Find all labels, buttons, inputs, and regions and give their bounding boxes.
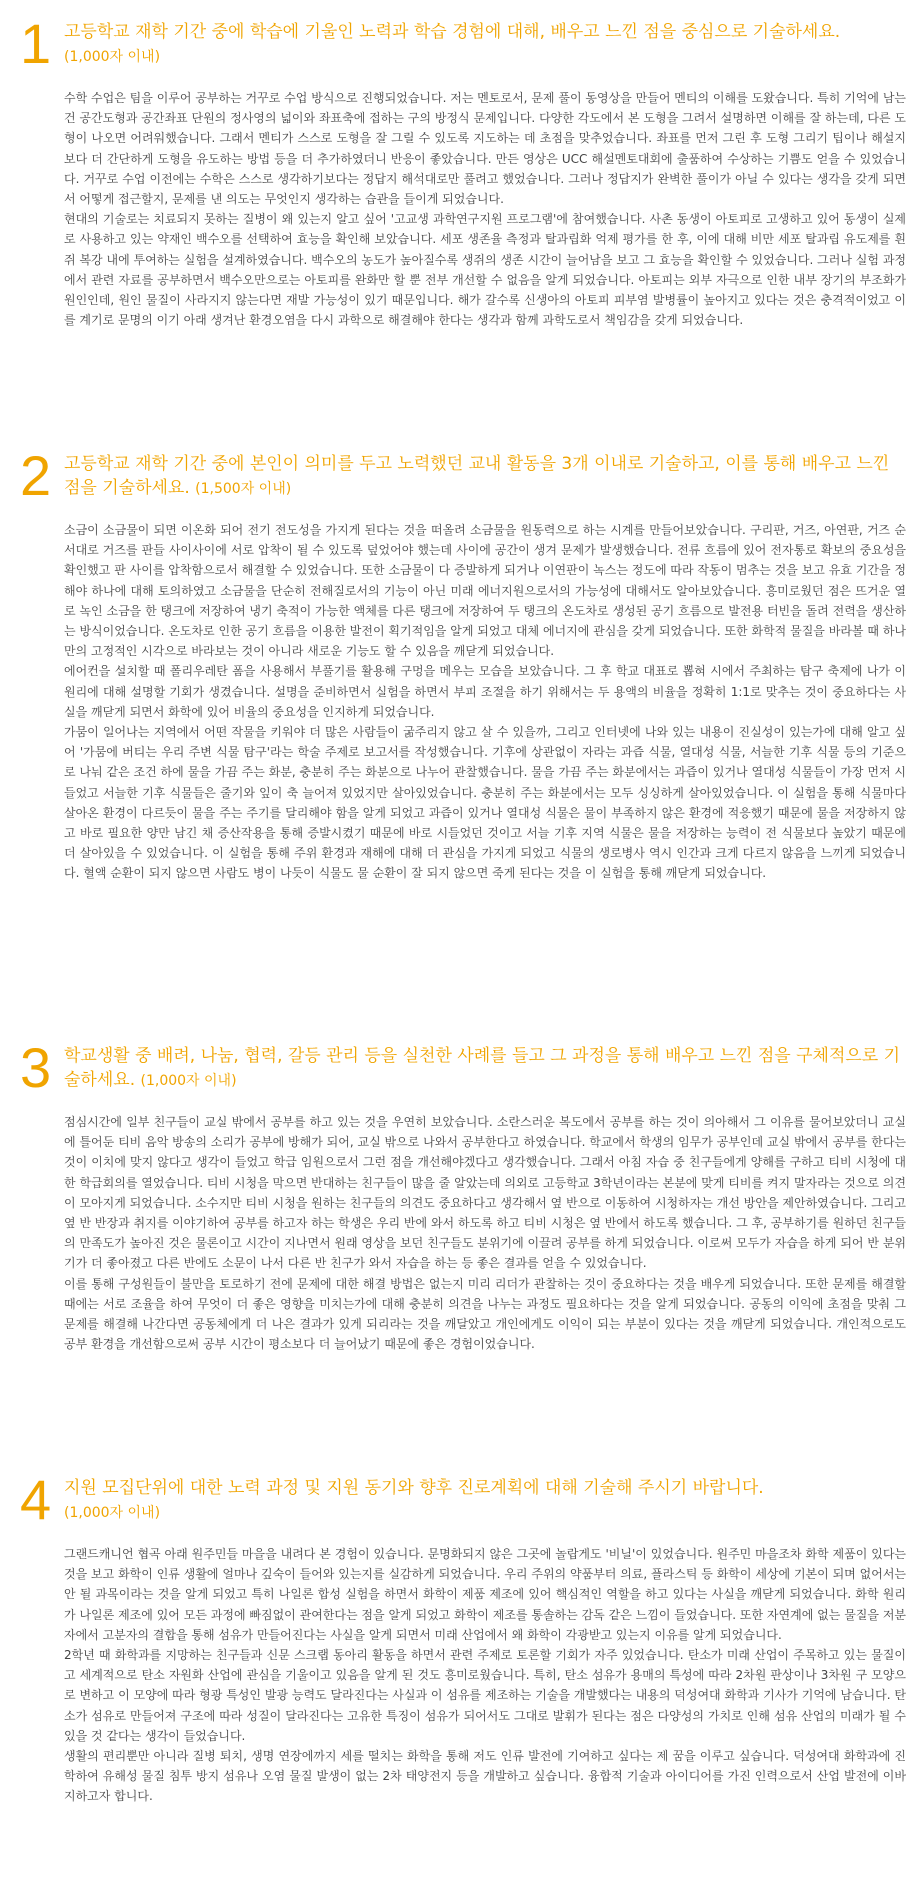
answer-paragraph: 생활의 편리뿐만 아니라 질병 퇴치, 생명 연장에까지 세를 떨치는 화학을 통해 저도 인류 발전에 기여하고 싶다는 제 꿈을 이루고 싶습니다. 덕성여대 화학과에 진학하여 유해성 물질 침투 방지 섬유나 오염 물질 발생이 없는 2차 태양전지 등을 개발하고 싶습니다. 융합적 기술과 아이디어를 가진 인력으로서 산업 발전에 이바지하고자 합니다. bbox=[64, 1749, 906, 1804]
question-header bbox=[20, 444, 906, 507]
answer-paragraph: 그랜드캐니언 협곡 아래 원주민들 마을을 내려다 본 경험이 있습니다. 문명화되지 않은 그곳에 놀랍게도 '비닐'이 있었습니다. 원주민 마을조차 화학 제품이 있다는 것을 보고 화학이 인류 생활에 얼마나 깊숙이 들어와 있는지를 실감하게 되었습니다. 우리 주위의 약품부터 의료, 플라스틱 등 화학이 세상에 기본이 되며 없어서는 안 될 과목이라는 것을 알게 되었고 특히 나일론 합성 실험을 하면서 화학이 제품 제조에 있어 핵심적인 역할을 하고 있다는 사실을 깨닫게 되었습니다. 화학 원리가 나일론 제조에 있어 모든 과정에 빠짐없이 관여한다는 점을 알게 되었고 화학이 제조를 통솔하는 감독 같은 느낌이 들었습니다. 또한 자연계에 없는 물질을 저분자에서 고분자의 결합을 통해 섬유가 만들어진다는 사실을 알게 되면서 미래 산업에서 왜 화학이 각광받고 있는지 이유를 알게 되었습니다. bbox=[64, 1547, 906, 1642]
question-prompt: 고등학교 재학 기간 중에 본인이 의미를 두고 노력했던 교내 활동을 3개 이내로 기술하고, 이를 통해 배우고 느낀 점을 기술하세요. bbox=[64, 454, 890, 498]
answer-paragraph: 가뭄이 일어나는 지역에서 어떤 작물을 키워야 더 많은 사람들이 굶주리지 않고 살 수 있을까, 그리고 인터넷에 나와 있는 내용이 진실성이 있는가에 대해 알고 싶어 '가뭄에 버티는 우리 주변 식물 탐구'라는 학술 주제로 보고서를 작성했습니다. 기후에 상관없이 자라는 과즙 식물, 열대성 식물, 서늘한 기후 식물 등의 기준으로 나눠 같은 조건 하에 물을 가끔 주는 화분, 충분히 주는 화분으로 나누어 관찰했습니다. 물을 가끔 주는 화분에서는 과즙이 있거나 열대성 식물들이 가장 먼저 시들었고 서늘한 기후 식물들은 줄기와 잎이 축 늘어져 있었지만 살아있었습니다. 충분히 주는 화분에서는 모두 싱싱하게 살아있었습니다. 이 실험을 통해 식물마다 살아온 환경이 다르듯이 물을 주는 주기를 달리해야 함을 알게 되었고 과즙이 있거나 열대성 식물은 물이 부족하지 않은 환경에 적응했기 때문에 물을 저장하지 않고 바로 필요한 양만 남긴 채 증산작용을 통해 증발시켰기 때문에 바로 시들었던 것이고 서늘 기후 지역 식물은 물을 저장하는 능력이 전 식물보다 높았기 때문에 더 살아있을 수 있었습니다. 이 실험을 통해 주위 환경과 재해에 대해 더 관심을 가지게 되었고 식물의 생로병사 역시 인간과 크게 다르지 않음을 느끼게 되었습니다. 혈액 순환이 되지 않으면 사람도 병이 나듯이 식물도 물 순환이 잘 되지 않으면 죽게 된다는 것을 이 실험을 통해 깨닫게 되었습니다. bbox=[64, 725, 906, 881]
answer-body bbox=[64, 1112, 906, 1354]
section-4 bbox=[20, 1470, 906, 1807]
question-text bbox=[64, 1470, 764, 1525]
question-header bbox=[20, 1468, 906, 1531]
answer-body bbox=[64, 1544, 906, 1807]
answer-paragraph: 에어컨을 설치할 때 폴리우레탄 폼을 사용해서 부풀기를 활용해 구멍을 메우는 모습을 보았습니다. 그 후 학교 대표로 뽑혀 시에서 주최하는 탐구 축제에 나가 이 원리에 대해 설명할 기회가 생겼습니다. 설명을 준비하면서 실험을 하면서 부피 조절을 하기 위해서는 두 용액의 비율을 정확히 1:1로 맞추는 것이 중요하다는 사실을 깨닫게 되면서 화학에 있어 비율의 중요성을 인지하게 되었습니다. bbox=[64, 664, 906, 719]
question-number: 3 bbox=[20, 1036, 52, 1099]
question-header bbox=[20, 12, 906, 75]
question-prompt: 고등학교 재학 기간 중에 학습에 기울인 노력과 학습 경험에 대해, 배우고 느낀 점을 중심으로 기술하세요. bbox=[64, 22, 841, 42]
question-number: 4 bbox=[20, 1468, 52, 1531]
question-text bbox=[64, 1038, 906, 1093]
question-number: 2 bbox=[20, 444, 52, 507]
answer-body bbox=[64, 88, 906, 330]
character-limit: (1,000자 이내) bbox=[64, 1505, 161, 1521]
question-prompt: 학교생활 중 배려, 나눔, 협력, 갈등 관리 등을 실천한 사례를 들고 그 과정을 통해 배우고 느낀 점을 구체적으로 기술하세요. bbox=[64, 1046, 901, 1090]
character-limit: (1,000자 이내) bbox=[140, 1073, 237, 1089]
question-prompt: 지원 모집단위에 대한 노력 과정 및 지원 동기와 향후 진로계획에 대해 기술해 주시기 바랍니다. bbox=[64, 1478, 764, 1498]
answer-paragraph: 수학 수업은 팀을 이루어 공부하는 거꾸로 수업 방식으로 진행되었습니다. 저는 멘토로서, 문제 풀이 동영상을 만들어 멘티의 이해를 도왔습니다. 특히 기억에 남는 건 공간도형과 공간좌표 단원의 정사영의 넓이와 좌표축에 접하는 구의 방정식 문제입니다. 다양한 각도에서 본 도형을 그려서 설명하면 이해를 잘 하는데, 다른 도형이 나오면 어려워했습니다. 그래서 멘티가 스스로 도형을 잘 그릴 수 있도록 지도하는 데 초점을 맞추었습니다. 좌표를 먼저 그린 후 도형 그리기 팁이나 해설지보다 더 간단하게 도형을 유도하는 방법 등을 더 추가하였더니 반응이 좋았습니다. 만든 영상은 UCC 해설멘토대회에 출품하여 수상하는 기쁨도 얻을 수 있었습니다. 거꾸로 수업 이전에는 수학은 스스로 생각하기보다는 정답지 해석대로만 풀려고 했었습니다. 그러나 정답지가 완벽한 풀이가 아닐 수 있다는 생각을 갖게 되면서 어떻게 접근할지, 문제를 낸 의도는 무엇인지 생각하는 습관을 들이게 되었습니다. bbox=[64, 91, 906, 207]
answer-paragraph: 점심시간에 일부 친구들이 교실 밖에서 공부를 하고 있는 것을 우연히 보았습니다. 소란스러운 복도에서 공부를 하는 것이 의아해서 그 이유를 물어보았더니 교실에 틀어둔 티비 음악 방송의 소리가 공부에 방해가 되어, 교실 밖으로 나와서 공부한다고 하였습니다. 학교에서 학생의 임무가 공부인데 교실 밖에서 공부를 한다는 것이 이치에 맞지 않다고 생각이 들었고 학급 임원으로서 그런 점을 개선해야겠다고 생각했습니다. 그래서 아침 자습 중 친구들에게 양해를 구하고 티비 시청에 대한 학급회의를 열었습니다. 티비 시청을 막으면 반대하는 친구들이 많을 줄 알았는데 의외로 고등학교 3학년이라는 본분에 맞게 티비를 켜지 말자라는 것으로 의견이 모아지게 되었습니다. 소수지만 티비 시청을 원하는 친구들의 의견도 중요하다고 생각해서 옆 반으로 이동하여 시청하자는 개선 방안을 제안하였습니다. 그리고 옆 반 반장과 취지를 이야기하여 공부를 하고자 하는 학생은 우리 반에 와서 하도록 하고 티비 시청은 옆 반에서 하도록 했습니다. 그 후, 공부하기를 원하던 친구들의 만족도가 높아진 것은 물론이고 시간이 지나면서 원래 영상을 보던 친구들도 분위기에 이끌려 공부를 하게 되었습니다. 이로써 모두가 자습을 하게 되어 반 분위기가 더 좋아졌고 다른 반에도 소문이 나서 다른 반 친구가 와서 자습을 하는 등 좋은 결과를 얻을 수 있었습니다. bbox=[64, 1115, 906, 1271]
character-limit: (1,500자 이내) bbox=[195, 481, 292, 497]
answer-paragraph: 2학년 때 화학과를 지망하는 친구들과 신문 스크랩 동아리 활동을 하면서 관련 주제로 토론할 기회가 자주 있었습니다. 탄소가 미래 산업이 주목하고 있는 물질이고 세계적으로 탄소 자원화 산업에 관심을 기울이고 있음을 알게 된 것도 흥미로웠습니다. 특히, 탄소 섬유가 용매의 특성에 따라 2차원 판상이나 3차원 구 모양으로 변하고 이 모양에 따라 형광 특성인 발광 능력도 달라진다는 사실과 이 섬유를 제조하는 기술을 개발했다는 내용의 덕성여대 화학과 기사가 기억에 남습니다. 탄소가 섬유로 만들어져 구조에 따라 성질이 달라진다는 고유한 특징이 섬유가 되어서도 그대로 발휘가 된다는 점은 다양성의 가치로 인해 섬유 산업의 미래가 될 수 있을 것 같다는 생각이 들었습니다. bbox=[64, 1648, 906, 1743]
answer-body bbox=[64, 520, 906, 884]
question-number: 1 bbox=[20, 12, 52, 75]
section-1 bbox=[20, 14, 906, 446]
answer-paragraph: 현대의 기술로는 치료되지 못하는 질병이 왜 있는지 알고 싶어 '고교생 과학연구지원 프로그램'에 참여했습니다. 사촌 동생이 아토피로 고생하고 있어 동생이 실제로 사용하고 있는 약재인 백수오를 선택하여 효능을 확인해 보았습니다. 세포 생존율 측정과 탈과립화 억제 평가를 한 후, 이에 대해 비만 세포 탈과립 유도제를 흰 쥐 복강 내에 투여하는 실험을 설계하였습니다. 백수오의 농도가 높아질수록 생쥐의 생존 시간이 늘어남을 보고 그 효능을 확인할 수 있었습니다. 그러나 실험 과정에서 관련 자료를 공부하면서 백수오만으로는 아토피를 완화만 할 뿐 전부 개선할 수 없음을 알게 되었습니다. 아토피는 외부 자극으로 인한 내부 장기의 부조화가 원인인데, 원인 물질이 사라지지 않는다면 재발 가능성이 있기 때문입니다. 해가 갈수록 신생아의 아토피 피부염 발병률이 높아지고 있다는 것은 충격적이었고 이를 계기로 문명의 이기 아래 생겨난 환경오염을 다시 과학으로 해결해야 한다는 생각과 함께 과학도로서 책임감을 갖게 되었습니다. bbox=[64, 212, 906, 328]
question-text bbox=[64, 446, 906, 501]
answer-paragraph: 이를 통해 구성원들이 불만을 토로하기 전에 문제에 대한 해결 방법은 없는지 미리 리더가 관찰하는 것이 중요하다는 것을 배우게 되었습니다. 또한 문제를 해결할 때에는 서로 조율을 하여 무엇이 더 좋은 영향을 미치는가에 대해 충분히 의견을 나누는 과정도 필요하다는 것을 알게 되었습니다. 공동의 이익에 초점을 맞춰 그 문제를 해결해 나간다면 공동체에게 더 나은 결과가 있게 되리라는 것을 깨달았고 개인에게도 이익이 되는 부분이 있다는 것을 깨닫게 되었습니다. 개인적으로도 공부 환경을 개선함으로써 공부 시간이 평소보다 더 늘어났기 때문에 좋은 경험이었습니다. bbox=[64, 1276, 906, 1352]
section-3 bbox=[20, 1038, 906, 1470]
character-limit: (1,000자 이내) bbox=[64, 49, 161, 65]
question-text bbox=[64, 14, 840, 69]
answer-paragraph: 소금이 소금물이 되면 이온화 되어 전기 전도성을 가지게 된다는 것을 떠올려 소금물을 원동력으로 하는 시계를 만들어보았습니다. 구리판, 거즈, 아연판, 거즈 순서대로 거즈를 판들 사이사이에 서로 압착이 될 수 있도록 덮었어야 했는데 사이에 공간이 생겨 문제가 발생했습니다. 전류 흐름에 있어 전자통로 확보의 중요성을 확인했고 판 사이를 압착함으로서 해결할 수 있었습니다. 또한 소금물이 다 증발하게 되거나 이연판이 녹스는 정도에 따라 작동이 멈추는 것을 보고 유효 기간을 정해야 하나에 대해 토의하였고 소금물을 단순히 전해질로서의 기능이 아닌 미래 에너지원으로서의 가능성에 대해서도 알아보았습니다. 흥미로웠던 점은 뜨거운 열로 녹인 소금을 한 탱크에 저장하여 냉기 축적이 가능한 액체를 다른 탱크에 저장하여 두 탱크의 온도차로 생성된 공기 흐름으로 발전용 터빈을 돌려 전력을 생산하는 방식이었습니다. 온도차로 인한 공기 흐름을 이용한 발전이 획기적임을 알게 되었고 대체 에너지에 관심을 갖게 되었습니다. 또한 화학적 물질을 바라볼 때 하나만의 고정적인 시각으로 바라보는 것이 아니라 새로운 기능도 할 수 있음을 깨닫게 되었습니다. bbox=[64, 523, 906, 659]
section-2 bbox=[20, 446, 906, 1038]
question-header bbox=[20, 1036, 906, 1099]
